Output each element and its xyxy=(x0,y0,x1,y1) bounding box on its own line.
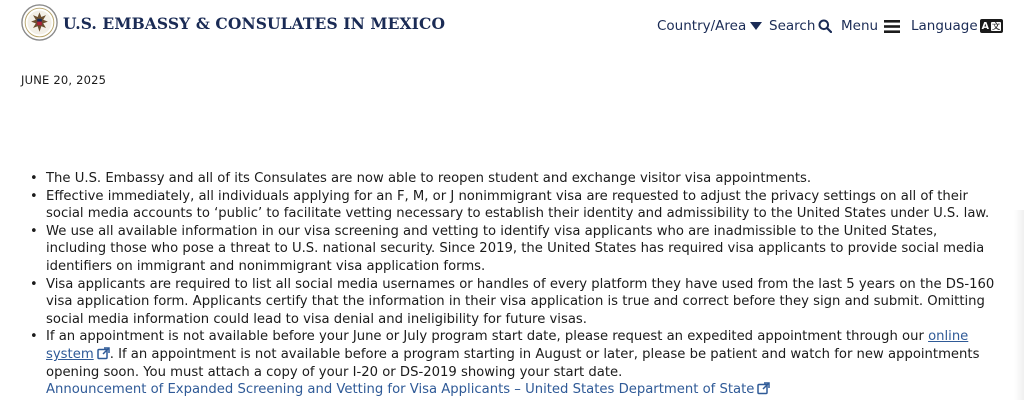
online-system-link-label: online system xyxy=(46,329,969,362)
language-badge-a: A xyxy=(981,20,989,32)
scroll-edge-shadow xyxy=(1014,210,1024,400)
caret-down-icon xyxy=(750,22,762,30)
list-item xyxy=(0,381,1000,399)
external-link-icon[interactable] xyxy=(97,347,110,360)
search-icon xyxy=(818,19,832,33)
appointment-text-before: If an appointment is not available before your June or July program start date, please request an expedited appointment through our xyxy=(46,329,929,345)
list-item: • Effective immediately, all individuals applying for an F, M, or J nonimmigrant visa are requested to adjust the privacy settings on all of their social media accounts to ‘public’ to facilitate vetting necessary to establish their identity and admissibility to the United States under U.S. law. xyxy=(0,188,1000,223)
appointment-text-after: . If an appointment is not available before a program starting in August or later, please be patient and watch for new appointments opening soon. You must attach a copy of your I-20 or DS-2019 showing your start date. xyxy=(46,346,980,380)
country-area-menu[interactable] xyxy=(657,16,762,36)
list-item: • Visa applicants are required to list all social media usernames or handles of every platform they have used from the last 5 years on the DS-160 visa application form. Applicants certify that the information in their visa application is true and correct before they sign and submit. Omitting social media information could lead to visa denial and ineligibility for future visas. xyxy=(0,276,1000,329)
hamburger-menu-icon xyxy=(884,20,900,33)
site-header xyxy=(0,0,1024,52)
external-link-icon[interactable] xyxy=(757,382,770,395)
menu-label: Menu xyxy=(841,18,879,34)
embassy-seal-icon[interactable] xyxy=(21,4,58,41)
publish-date: JUNE 20, 2025 xyxy=(21,73,107,87)
list-item: • We use all available information in our visa screening and vetting to identify visa applicants who are inadmissible to the United States, including those who pose a threat to U.S. national security. Since 2019, the United States has required visa applicants to provide social media identifiers on immigrant and nonimmigrant visa application forms. xyxy=(0,223,1000,276)
language-button[interactable] xyxy=(911,16,1003,36)
language-label: Language xyxy=(911,18,978,34)
search-label: Search xyxy=(769,18,816,34)
language-icon xyxy=(980,19,1003,33)
site-title[interactable]: U.S. EMBASSY & CONSULATES IN MEXICO xyxy=(63,14,446,33)
country-area-label: Country/Area xyxy=(657,18,747,34)
menu-button[interactable] xyxy=(841,16,900,36)
announcement-link[interactable] xyxy=(46,382,754,397)
list-item xyxy=(0,328,1000,381)
announcement-link-label: Announcement of Expanded Screening and Vetting for Visa Applicants – United States Department of State xyxy=(46,382,755,398)
search-button[interactable] xyxy=(769,16,832,36)
language-badge-b: 文 xyxy=(991,21,1000,31)
list-item: • The U.S. Embassy and all of its Consulates are now able to reopen student and exchange visitor visa appointments. xyxy=(0,170,1000,188)
announcement-list xyxy=(0,170,1000,399)
